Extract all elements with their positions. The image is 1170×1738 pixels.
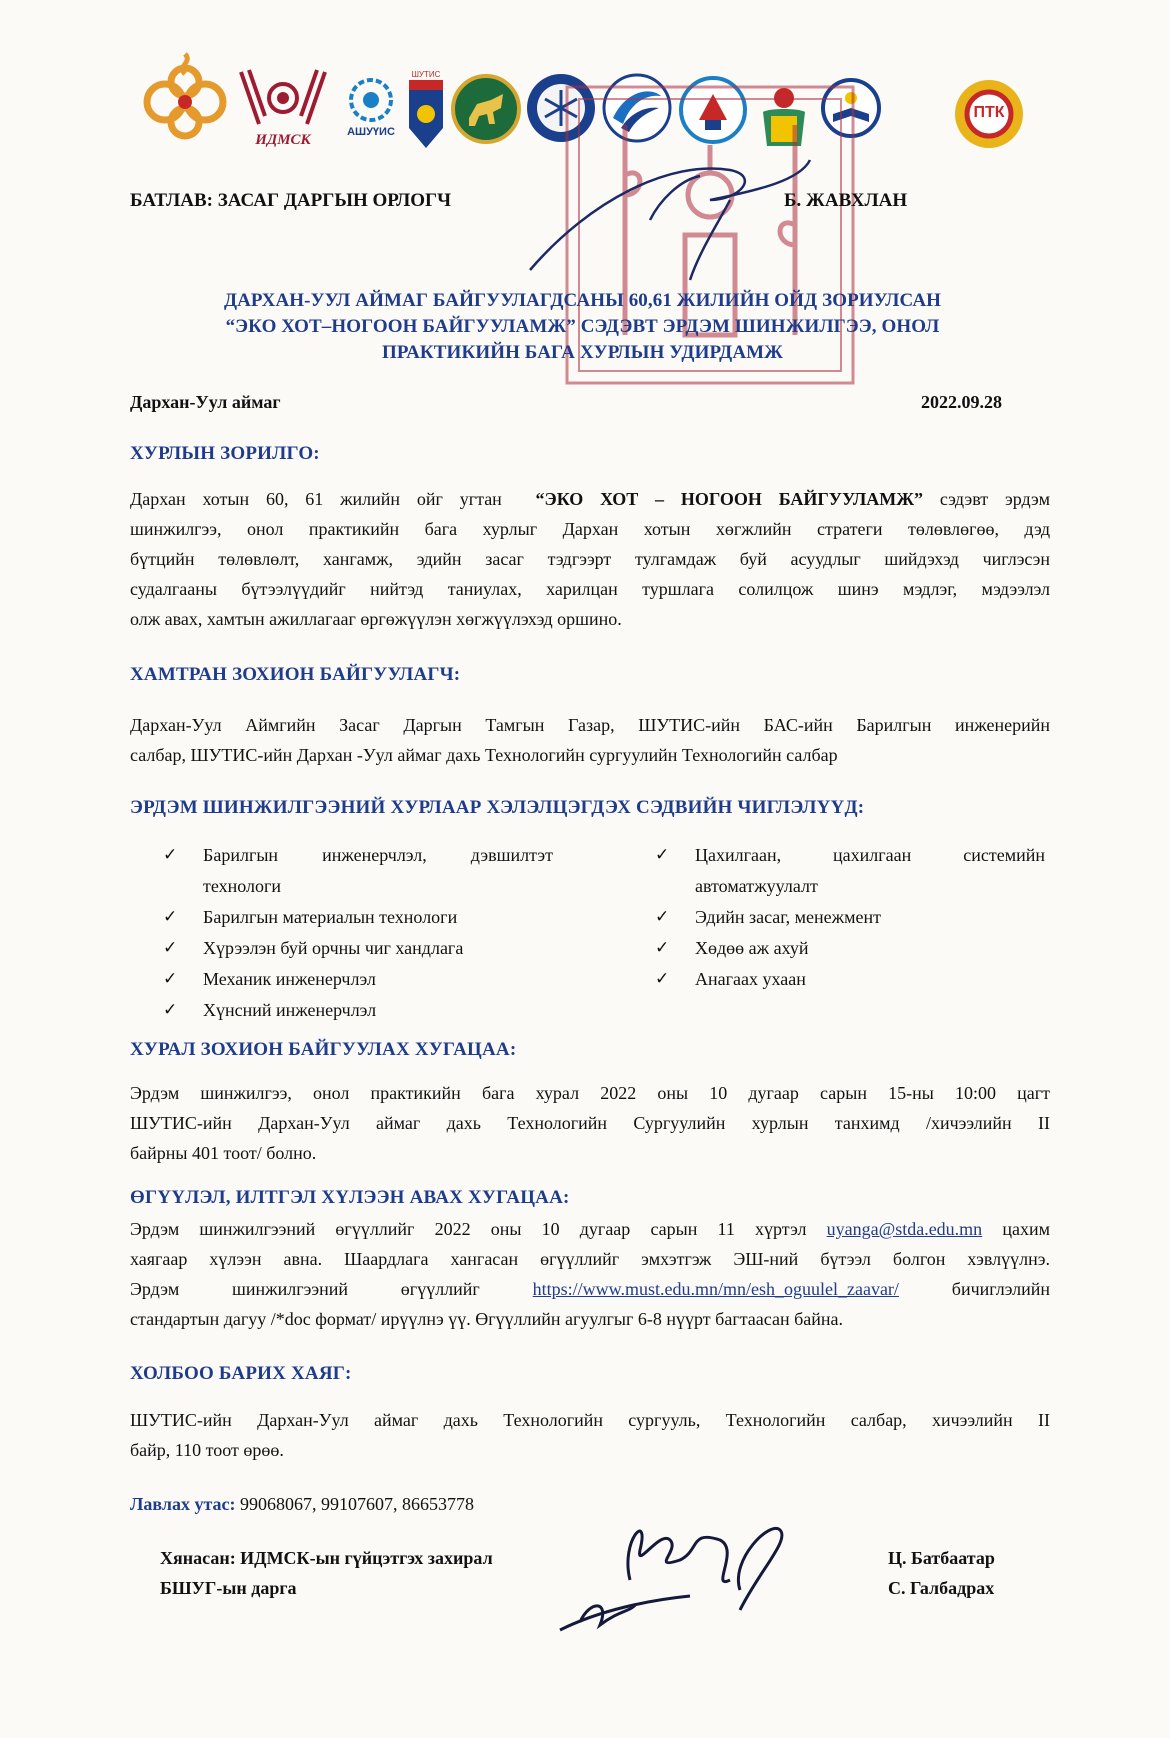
- guideline-url-link[interactable]: https://www.must.edu.mn/mn/esh_oguulel_zaavar/: [532, 1279, 899, 1299]
- goal-line-1: Дархан хотын 60, 61 жилийн ойг угтан “ЭКО ХОТ – НОГООН БАЙГУУЛАМЖ” сэдэвт эрдэм: [130, 489, 1051, 509]
- ashuuis-logo: АШУҮИС: [343, 76, 399, 152]
- phone-numbers: 99068067, 99107607, 86653778: [240, 1494, 475, 1514]
- check-icon: ✓: [163, 907, 178, 927]
- ptk-logo: ПТК: [953, 78, 1025, 150]
- role-2: БШУГ-ын дарга: [160, 1578, 297, 1598]
- list-item: ✓ Анагаах ухаан: [655, 964, 1045, 995]
- reviewer-roles: [160, 1543, 493, 1603]
- phone-label: Лавлах утас:: [130, 1494, 236, 1514]
- time-heading: ХУРАЛ ЗОХИОН БАЙГУУЛАХ ХУГАЦАА:: [130, 1039, 517, 1060]
- document-title: [130, 288, 1035, 366]
- reviewer-names: [888, 1543, 995, 1603]
- submission-heading: ӨГҮҮЛЭЛ, ИЛТГЭЛ ХҮЛЭЭН АВАХ ХУГАЦАА:: [130, 1187, 570, 1208]
- reviewed-label: Хянасан: ИДМСК-ын гүйцэтгэх захирал: [160, 1548, 493, 1568]
- goal-heading: ХУРЛЫН ЗОРИЛГО:: [130, 443, 320, 464]
- check-icon: ✓: [655, 907, 670, 927]
- check-icon: ✓: [163, 1000, 178, 1020]
- approver-name: Б. ЖАВХЛАН: [784, 190, 908, 211]
- list-item: ✓ Хүнсний инженерчлэл: [163, 995, 553, 1026]
- title-line-1: ДАРХАН-УУЛ АЙМАГ БАЙГУУЛАГДСАНЫ 60,61 ЖИЛИЙН ОЙД ЗОРИУЛСАН: [223, 290, 942, 311]
- shutis-logo: ШУТИС: [405, 70, 447, 154]
- horse-logo: [451, 74, 521, 144]
- coorganizer-paragraph: Дархан-Уул Аймгийн Засаг Даргын Тамгын Газар, ШУТИС-ийн БАС-ийн Барилгын инженерийн салбар, ШУТИС-ийн Дархан -Уул аймаг дахь Технологийн сургуулийн Технологийн салбар: [130, 715, 1050, 765]
- contact-heading: ХОЛБОО БАРИХ ХАЯГ:: [130, 1363, 352, 1384]
- phone-line: [130, 1494, 474, 1515]
- check-icon: ✓: [655, 938, 670, 958]
- title-line-3: ПРАКТИКИЙН БАГА ХУРЛЫН УДИРДАМЖ: [381, 342, 784, 363]
- name-1: Ц. Батбаатар: [888, 1548, 995, 1568]
- footer-signature: [540, 1500, 800, 1640]
- list-item: ✓ Барилгын инженерчлэл, дэвшилтэт: [163, 840, 553, 871]
- ornament-logo: [135, 52, 235, 152]
- list-item: ✓ Цахилгаан, цахилгаан системийн: [655, 840, 1045, 871]
- time-paragraph: Эрдэм шинжилгээ, онол практикийн бага хурал 2022 оны 10 дугаар сарын 15-ны 10:00 цагт ШУТИС-ийн Дархан-Уул аймаг дахь Технологийн Сургуулийн хурлын танхимд /хичээлийн II байрны 401 тоот/ болно.: [130, 1083, 1050, 1163]
- topics-left-list: [163, 840, 553, 1026]
- list-item: ✓ Барилгын материалын технологи: [163, 902, 553, 933]
- email-link[interactable]: uyanga@stda.edu.mn: [826, 1219, 983, 1239]
- list-item: ✓ Хүрээлэн буй орчны чиг хандлага: [163, 933, 553, 964]
- document-date: 2022.09.28: [921, 392, 1002, 412]
- goal-paragraph: Дархан хотын 60, 61 жилийн ойг угтан “ЭКО ХОТ – НОГООН БАЙГУУЛАМЖ” сэдэвт эрдэм шинжилгээ, онол практикийн бага хурлыг Дархан хотын хөгжлийн стратеги төлөвлөгөө, дэд бүтцийн төлөвлөлт, хангамж, эдийн засаг тэдгээрт тулгамдаж буй асуудлыг шийдэхэд чиглэсэн судалгааны бүтээлүүдийг нийтэд таниулах, харилцан туршлага солилцож шинэ мэдлэг, мэдээлэл олж авах, хамтын ажиллагааг өргөжүүлэн хөгжүүлэхэд оршино.: [130, 484, 1050, 634]
- list-item-cont: технологи: [203, 876, 282, 896]
- check-icon: ✓: [655, 845, 670, 865]
- check-icon: ✓: [163, 969, 178, 989]
- approval-signature: [500, 140, 820, 290]
- check-icon: ✓: [163, 845, 178, 865]
- place: Дархан-Уул аймаг: [130, 392, 281, 412]
- idmsk-logo: ИДМСК: [237, 64, 329, 152]
- submission-paragraph: Эрдэм шинжилгээний өгүүллийг 2022 оны 10 дугаар сарын 11 хүртэл uyanga@stda.edu.mn цахим хаягаар хүлээн авна. Шаардлага хангасан өгүүллийг эмхэтгэж ЭШ-ний бүтээл болгон хэвлүүлнэ. Эрдэм шинжилгээний өгүүллийг https://www.must.edu.mn/mn/esh_oguulel_zaavar/ бичиглэлийн стандартын дагуу /*doc формат/ ирүүлнэ үү. Өгүүллийн агуулгыг 6-8 нүүрт багтаасан байна.: [130, 1219, 1050, 1329]
- list-item-cont: автоматжуулалт: [695, 876, 818, 896]
- check-icon: ✓: [655, 969, 670, 989]
- title-line-2: “ЭКО ХОТ–НОГООН БАЙГУУЛАМЖ” СЭДЭВТ ЭРДЭМ ШИНЖИЛГЭЭ, ОНОЛ: [225, 316, 940, 337]
- name-2: С. Галбадрах: [888, 1578, 995, 1598]
- check-icon: ✓: [163, 938, 178, 958]
- approval-label: БАТЛАВ: ЗАСАГ ДАРГЫН ОРЛОГЧ: [130, 190, 452, 211]
- contact-paragraph: ШУТИС-ийн Дархан-Уул аймаг дахь Технологийн сургууль, Технологийн салбар, хичээлийн II байр, 110 тоот өрөө.: [130, 1410, 1050, 1460]
- topics-heading: ЭРДЭМ ШИНЖИЛГЭЭНИЙ ХУРЛААР ХЭЛЭЛЦЭГДЭХ СЭДВИЙН ЧИГЛЭЛҮҮД:: [130, 797, 865, 818]
- list-item: ✓ Механик инженерчлэл: [163, 964, 553, 995]
- list-item: ✓ Эдийн засаг, менежмент: [655, 902, 1045, 933]
- coorganizer-heading: ХАМТРАН ЗОХИОН БАЙГУУЛАГЧ:: [130, 664, 461, 685]
- topics-right-list: [655, 840, 1045, 995]
- list-item: ✓ Хөдөө аж ахуй: [655, 933, 1045, 964]
